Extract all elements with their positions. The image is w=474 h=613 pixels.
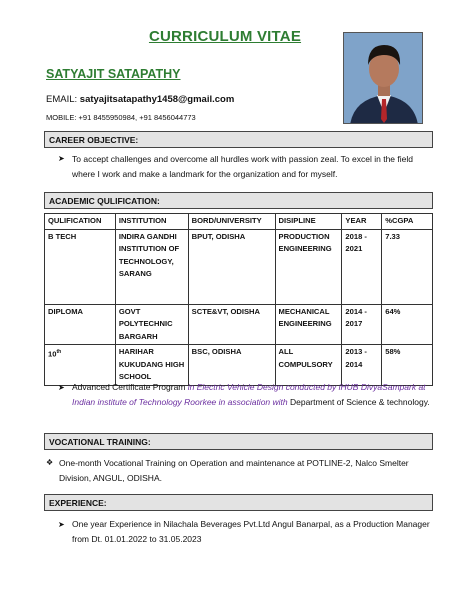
arrow-bullet-icon: ➤ bbox=[58, 154, 65, 163]
arrow-bullet-icon: ➤ bbox=[58, 383, 65, 392]
col-header: %CGPA bbox=[382, 214, 433, 230]
cell-board: BSC, ODISHA bbox=[188, 345, 275, 386]
certificate-text bbox=[72, 380, 434, 410]
career-text: To accept challenges and overcome all hurdles work with passion zeal. To excel in the field where I work and make a landmark for the organization and for myself. bbox=[72, 154, 413, 179]
table-row bbox=[45, 229, 433, 304]
diamond-bullet-icon: ❖ bbox=[46, 458, 54, 467]
qualification-suffix: th bbox=[56, 349, 62, 355]
email-value: satyajitsatapathy1458@gmail.com bbox=[79, 94, 235, 105]
cell-institution: INDIRA GANDHI INSTITUTION OF TECHNOLOGY, SARANG bbox=[115, 229, 188, 304]
academic-heading: ACADEMIC QULIFICATION: bbox=[44, 192, 433, 209]
email-line bbox=[46, 94, 234, 105]
vocational-heading: VOCATIONAL TRAINING: bbox=[44, 433, 433, 450]
cell-institution: HARIHAR KUKUDANG HIGH SCHOOL bbox=[115, 345, 188, 386]
cell-discipline: ALL COMPULSORY bbox=[275, 345, 342, 386]
cert-suffix: Department of Science & technology. bbox=[287, 397, 430, 407]
cell-qualification: DIPLOMA bbox=[45, 304, 116, 345]
col-header: YEAR bbox=[342, 214, 382, 230]
profile-photo bbox=[343, 32, 423, 124]
cell-discipline: PRODUCTION ENGINEERING bbox=[275, 229, 342, 304]
cell-year: 2018 - 2021 bbox=[342, 229, 382, 304]
candidate-name: SATYAJIT SATAPATHY bbox=[46, 67, 181, 81]
table-row bbox=[45, 304, 433, 345]
col-header: DISIPLINE bbox=[275, 214, 342, 230]
table-header-row bbox=[45, 214, 433, 230]
cell-score: 58% bbox=[382, 345, 433, 386]
col-header: INSTITUTION bbox=[115, 214, 188, 230]
cell-discipline: MECHANICAL ENGINEERING bbox=[275, 304, 342, 345]
career-heading: CAREER OBJECTIVE: bbox=[44, 131, 433, 148]
cell-year: 2014 - 2017 bbox=[342, 304, 382, 345]
table-row bbox=[45, 345, 433, 386]
mobile-line bbox=[46, 113, 196, 122]
cell-qualification bbox=[45, 345, 116, 386]
arrow-bullet-icon: ➤ bbox=[58, 520, 65, 529]
cell-institution: GOVT POLYTECHNIC BARGARH bbox=[115, 304, 188, 345]
cert-prefix: Advanced Certificate Program bbox=[72, 382, 188, 392]
cert-highlight: in Electric Vehicle Design conducted by iHUB DivyaSampark at Indian institute of Technology Roorkee in association with bbox=[72, 382, 426, 407]
cell-score: 64% bbox=[382, 304, 433, 345]
vocational-text: One-month Vocational Training on Operation and maintenance at POTLINE-2, Nalco Smelter Division, ANGUL, ODISHA. bbox=[59, 458, 409, 483]
qualification-number: 10 bbox=[48, 349, 57, 359]
page-title: CURRICULUM VITAE bbox=[148, 28, 302, 45]
col-header: BORD/UNIVERSITY bbox=[188, 214, 275, 230]
cell-board: SCTE&VT, ODISHA bbox=[188, 304, 275, 345]
mobile-label: MOBILE: bbox=[46, 113, 79, 122]
col-header: QULIFICATION bbox=[45, 214, 116, 230]
email-label: EMAIL: bbox=[46, 94, 80, 105]
cell-score: 7.33 bbox=[382, 229, 433, 304]
academic-table bbox=[44, 213, 433, 386]
mobile-value: +91 8455950984, +91 8456044773 bbox=[78, 113, 196, 122]
cell-year: 2013 - 2014 bbox=[342, 345, 382, 386]
experience-text: One year Experience in Nilachala Beverages Pvt.Ltd Angul Banarpal, as a Production Manager from Dt. 01.01.2022 to 31.05.2023 bbox=[72, 519, 430, 544]
experience-heading: EXPERIENCE: bbox=[44, 494, 433, 511]
cell-board: BPUT, ODISHA bbox=[188, 229, 275, 304]
cell-qualification: B TECH bbox=[45, 229, 116, 304]
